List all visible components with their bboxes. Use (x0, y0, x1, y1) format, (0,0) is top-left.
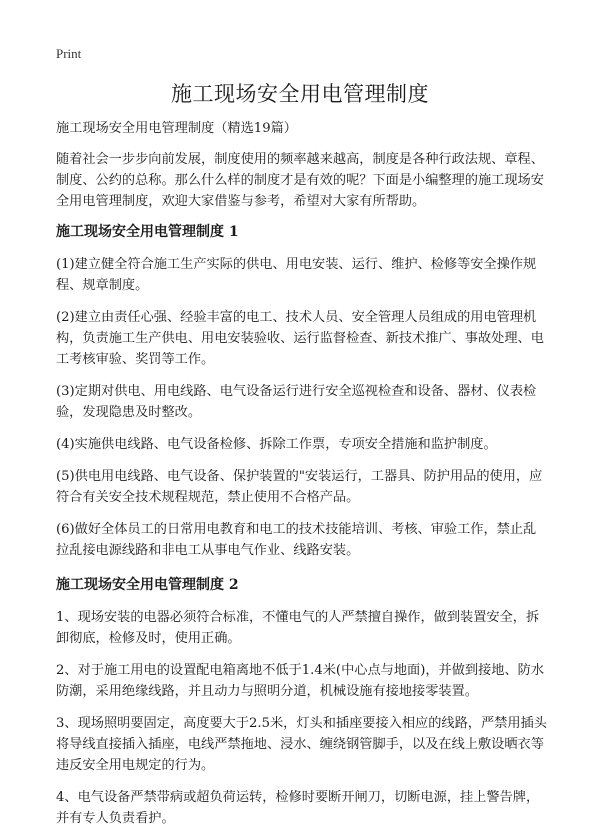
section-1-item: (1)建立健全符合施工生产实际的供电、用电安装、运行、维护、检修等安全操作规程、规章制度。 (56, 257, 537, 293)
page-title: 施工现场安全用电管理制度 (171, 82, 429, 106)
section-2-item: 4、电气设备严禁带病或超负荷运转，检修时要断开闸刀，切断电源，挂上警告牌，并有专人负责看护。 (56, 790, 540, 826)
section-1-item: (6)做好全体员工的日常用电教育和电工的技术技能培训、考核、审验工作，禁止乱拉乱接电源线路和非电工从事电气作业、线路安装。 (56, 522, 537, 558)
section-2-item: 1、现场安装的电器必须符合标准，不懂电气的人严禁擅自操作，做到装置安全，拆卸彻底，检修及时，使用正确。 (56, 610, 540, 646)
section-1-item: (2)建立由责任心强、经验丰富的电工、技术人员、安全管理人员组成的用电管理机构，负责施工生产供电、用电安装验收、运行监督检查、新技术推广、事故处理、电工考核审验、奖罚等工作。 (56, 310, 544, 367)
section-2-item: 3、现场照明要固定，高度要大于2.5米，灯头和插座要接入相应的线路，严禁用插头将导线直接插入插座，电线严禁拖地、浸水、缠绕钢管脚手，以及在线上敷设晒衣等违反安全用电规定的行为。 (56, 716, 547, 773)
section-heading-1: 施工现场安全用电管理制度 1 (56, 224, 239, 240)
print-link[interactable]: Print (56, 46, 82, 61)
document-subtitle: 施工现场安全用电管理制度（精选19篇） (56, 121, 297, 136)
intro-paragraph: 随着社会一步步向前发展，制度使用的频率越来越高，制度是各种行政法规、章程、制度、公约的总称。那么什么样的制度才是有效的呢？下面是小编整理的施工现场安全用电管理制度，欢迎大家借鉴与参考，希望对大家有所帮助。 (56, 152, 544, 209)
section-1-item: (4)实施供电线路、电气设备检修、拆除工作票，专项安全措施和监护制度。 (56, 437, 497, 452)
section-2-item: 2、对于施工用电的设置配电箱离地不低于1.4米(中心点与地面)，并做到接地、防水防潮，采用绝缘线路，并且动力与照明分道，机械设施有接地接零装置。 (56, 663, 545, 699)
document-body (56, 118, 548, 840)
section-heading-2: 施工现场安全用电管理制度 2 (56, 577, 239, 593)
section-1-item: (3)定期对供电、用电线路、电气设备运行进行安全巡视检查和设备、器材、仪表检验，发现隐患及时整改。 (56, 384, 537, 420)
section-1-item: (5)供电用电线路、电气设备、保护装置的"安装运行，工器具、防护用品的使用，应符合有关安全技术规程规范，禁止使用不合格产品。 (56, 469, 543, 505)
